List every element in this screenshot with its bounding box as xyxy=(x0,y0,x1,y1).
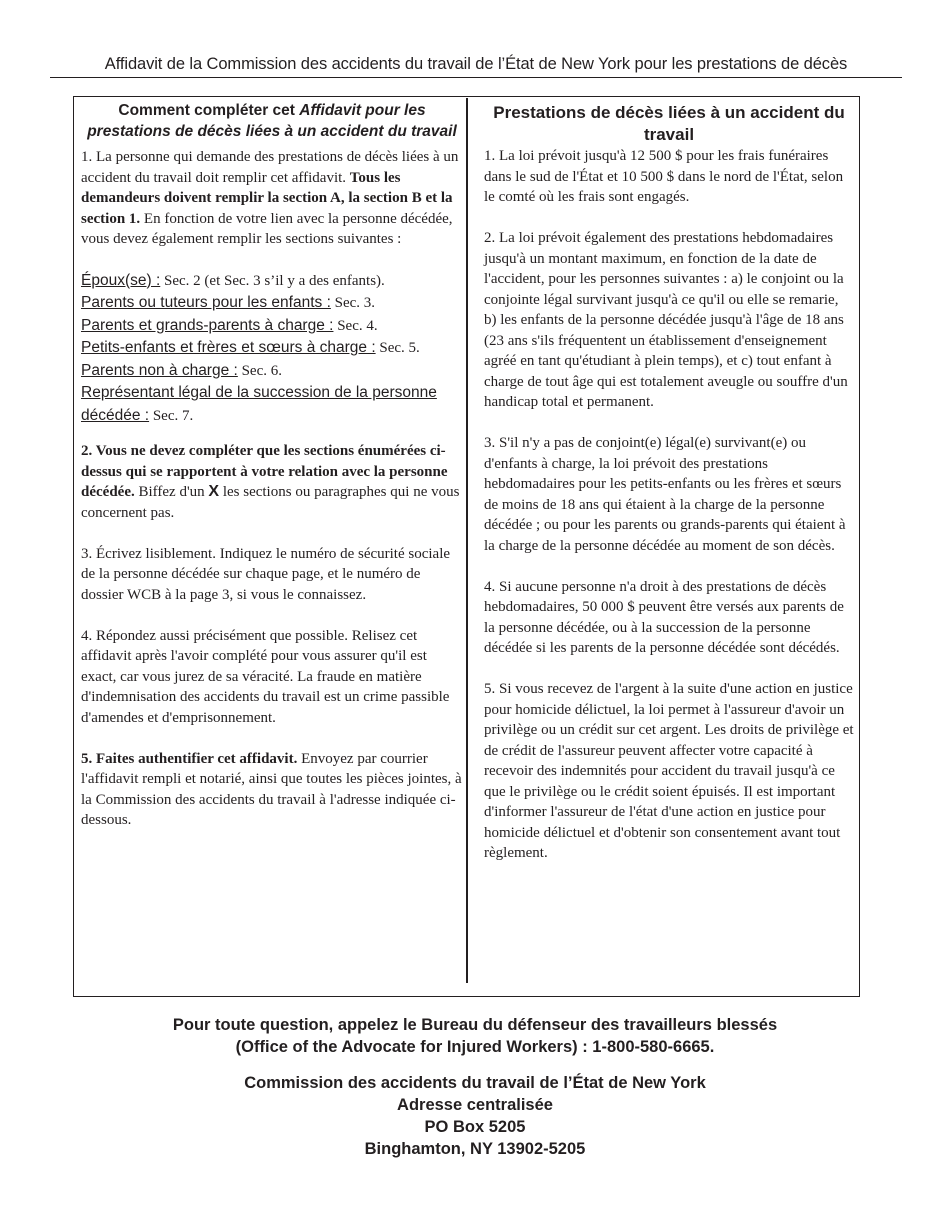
benefit-4: 4. Si aucune personne n'a droit à des prestations de décès hebdomadaires, 50 000 $ peuvent être versés aux parents de la personne décédée, ou à la succession de la personne décédée si les parents de la personne décédée sont décédés. xyxy=(484,578,844,656)
benefit-2: 2. La loi prévoit également des prestations hebdomadaires jusqu'à un montant maximum, en fonction de la date de l'accident, pour les personnes suivantes : a) le conjoint ou la conjointe légal survivant jusqu'à ce qu'il ou elle se remarie, b) les enfants de la personne décédée jusqu'à l'âge de 18 ans (23 ans s'ils fréquentent un établissement d'enseignement agréé en tant qu'étudiant à plein temps), et c) tout enfant à charge de tout âge qui est totalement aveugle ou souffre d'un handicap total et permanent. xyxy=(484,230,848,410)
spacer xyxy=(484,413,854,434)
section-item-grandchildren-siblings xyxy=(81,337,463,360)
document-title: Affidavit de la Commission des accidents du travail de l’État de New York pour les prestations de décès xyxy=(104,55,848,73)
instructions-title-italic: Affidavit pour les prestations de décès liées à un accident du travail xyxy=(87,102,457,140)
benefit-1: 1. La loi prévoit jusqu'à 12 500 $ pour les frais funéraires dans le sud de l'État et 10 500 $ dans le nord de l'État, selon le comté où les frais sont engagés. xyxy=(484,148,844,205)
x-mark: X xyxy=(208,483,220,500)
instruction-1-text: 1. La personne qui demande des prestations de décès liées à un accident du travail doit remplir cet affidavit. xyxy=(81,149,459,186)
section-label: Représentant légal de la succession de la personne décédée : xyxy=(81,384,437,424)
instruction-1-end: En fonction de votre lien avec la personne décédée, vous devez également remplir les sections suivantes : xyxy=(81,210,453,247)
contact-line-1: Pour toute question, appelez le Bureau du défenseur des travailleurs blessés xyxy=(172,1016,778,1034)
section-item-dependent-parents xyxy=(81,315,463,338)
spacer xyxy=(81,728,463,749)
instruction-5 xyxy=(81,749,463,831)
instruction-4: 4. Répondez aussi précisément que possible. Relisez cet affidavit après l'avoir complété pour vous assurer qu'il est exact, car vous jurez de sa véracité. La fraude en matière d'indemnisation des accidents du travail est un crime passible d'amendes et d'emprisonnement. xyxy=(81,627,450,726)
instruction-2-text: Biffez d'un xyxy=(134,484,209,500)
benefit-5: 5. Si vous recevez de l'argent à la suite d'une action en justice pour homicide délictuel, la loi permet à l'assureur d'avoir un privilège ou un crédit sur cet argent. Les droits de privilège et de crédit de l'assureur peuvent affecter votre capacité à recevoir des indemnités pour accident du travail jusqu'à ce que le privilège ou le crédit soient épuisés. Il est important d'informer l'assureur de l'état d'une action en justice pour homicide délictuel et d'obtenir son consentement avant tout règlement. xyxy=(484,681,854,861)
section-ref: Sec. 2 (et Sec. 3 s’il y a des enfants). xyxy=(160,272,385,289)
section-list xyxy=(81,270,463,428)
instruction-2-bold: 2. Vous ne devez compléter que les sections énumérées ci-dessus qui se rapportent à votre relation avec la personne décédée. xyxy=(81,443,448,500)
header-rule xyxy=(50,77,902,78)
column-divider xyxy=(466,98,468,983)
instructions-title-text: Comment compléter cet xyxy=(118,102,300,119)
section-item-guardians xyxy=(81,292,463,315)
spacer xyxy=(81,605,463,626)
address-line-4: Binghamton, NY 13902-5205 xyxy=(364,1140,586,1158)
section-ref: Sec. 7. xyxy=(149,407,194,424)
section-label: Époux(se) : xyxy=(81,271,161,289)
instruction-5-bold: 5. Faites authentifier cet affidavit. xyxy=(81,750,298,767)
section-item-legal-representative xyxy=(81,382,463,427)
instruction-1 xyxy=(81,147,463,250)
benefit-3: 3. S'il n'y a pas de conjoint(e) légal(e) survivant(e) ou d'enfants à charge, la loi prévoit des prestations hebdomadaires pour les petits-enfants ou les frères et sœurs de moins de 18 ans qui étaient à la charge de la personne décédée ; ou pour les parents ou grands-parents qui étaient à la charge de la personne décédée au moment de son décès. xyxy=(484,435,846,554)
benefits-column xyxy=(484,101,854,864)
spacer xyxy=(484,659,854,680)
spacer xyxy=(81,523,463,544)
contact-line-2: (Office of the Advocate for Injured Workers) : 1-800-580-6665. xyxy=(235,1038,715,1056)
instruction-1-bold: Tous les demandeurs doivent remplir la section A, la section B et la section 1. xyxy=(81,169,453,227)
instruction-3: 3. Écrivez lisiblement. Indiquez le numéro de sécurité sociale de la personne décédée sur chaque page, et le numéro de dossier WCB à la page 3, si vous le connaissez. xyxy=(81,545,451,603)
spacer xyxy=(484,556,854,577)
instructions-title xyxy=(81,101,463,142)
section-ref: Sec. 5. xyxy=(375,340,420,356)
instruction-5-text: Envoyez par courrier l'affidavit rempli et notarié, ainsi que toutes les pièces jointes, à la Commission des accidents du travail à l'adresse indiquée ci-dessous. xyxy=(81,750,462,828)
address-line-2: Adresse centralisée xyxy=(397,1096,553,1114)
mailing-address xyxy=(0,1072,950,1160)
section-label: Parents ou tuteurs pour les enfants : xyxy=(81,294,331,311)
benefits-title: Prestations de décès liées à un accident du travail xyxy=(493,103,845,144)
contact-info xyxy=(0,1014,950,1058)
section-ref: Sec. 4. xyxy=(333,317,378,334)
address-line-1: Commission des accidents du travail de l’État de New York xyxy=(244,1074,706,1092)
spacer xyxy=(484,208,854,229)
address-line-3: PO Box 5205 xyxy=(424,1118,526,1136)
section-ref: Sec. 6. xyxy=(237,362,282,379)
instruction-2-end: les sections ou paragraphes qui ne vous concernent pas. xyxy=(81,484,460,521)
instruction-2 xyxy=(81,441,463,523)
spacer xyxy=(81,427,463,441)
section-item-non-dependent-parents xyxy=(81,360,463,383)
section-ref: Sec. 3. xyxy=(330,295,376,311)
section-label: Parents non à charge : xyxy=(81,361,238,379)
instructions-column xyxy=(81,101,463,831)
section-label: Parents et grands-parents à charge : xyxy=(81,316,334,334)
section-label: Petits-enfants et frères et sœurs à charge : xyxy=(81,339,376,356)
section-item-spouse xyxy=(81,270,463,293)
